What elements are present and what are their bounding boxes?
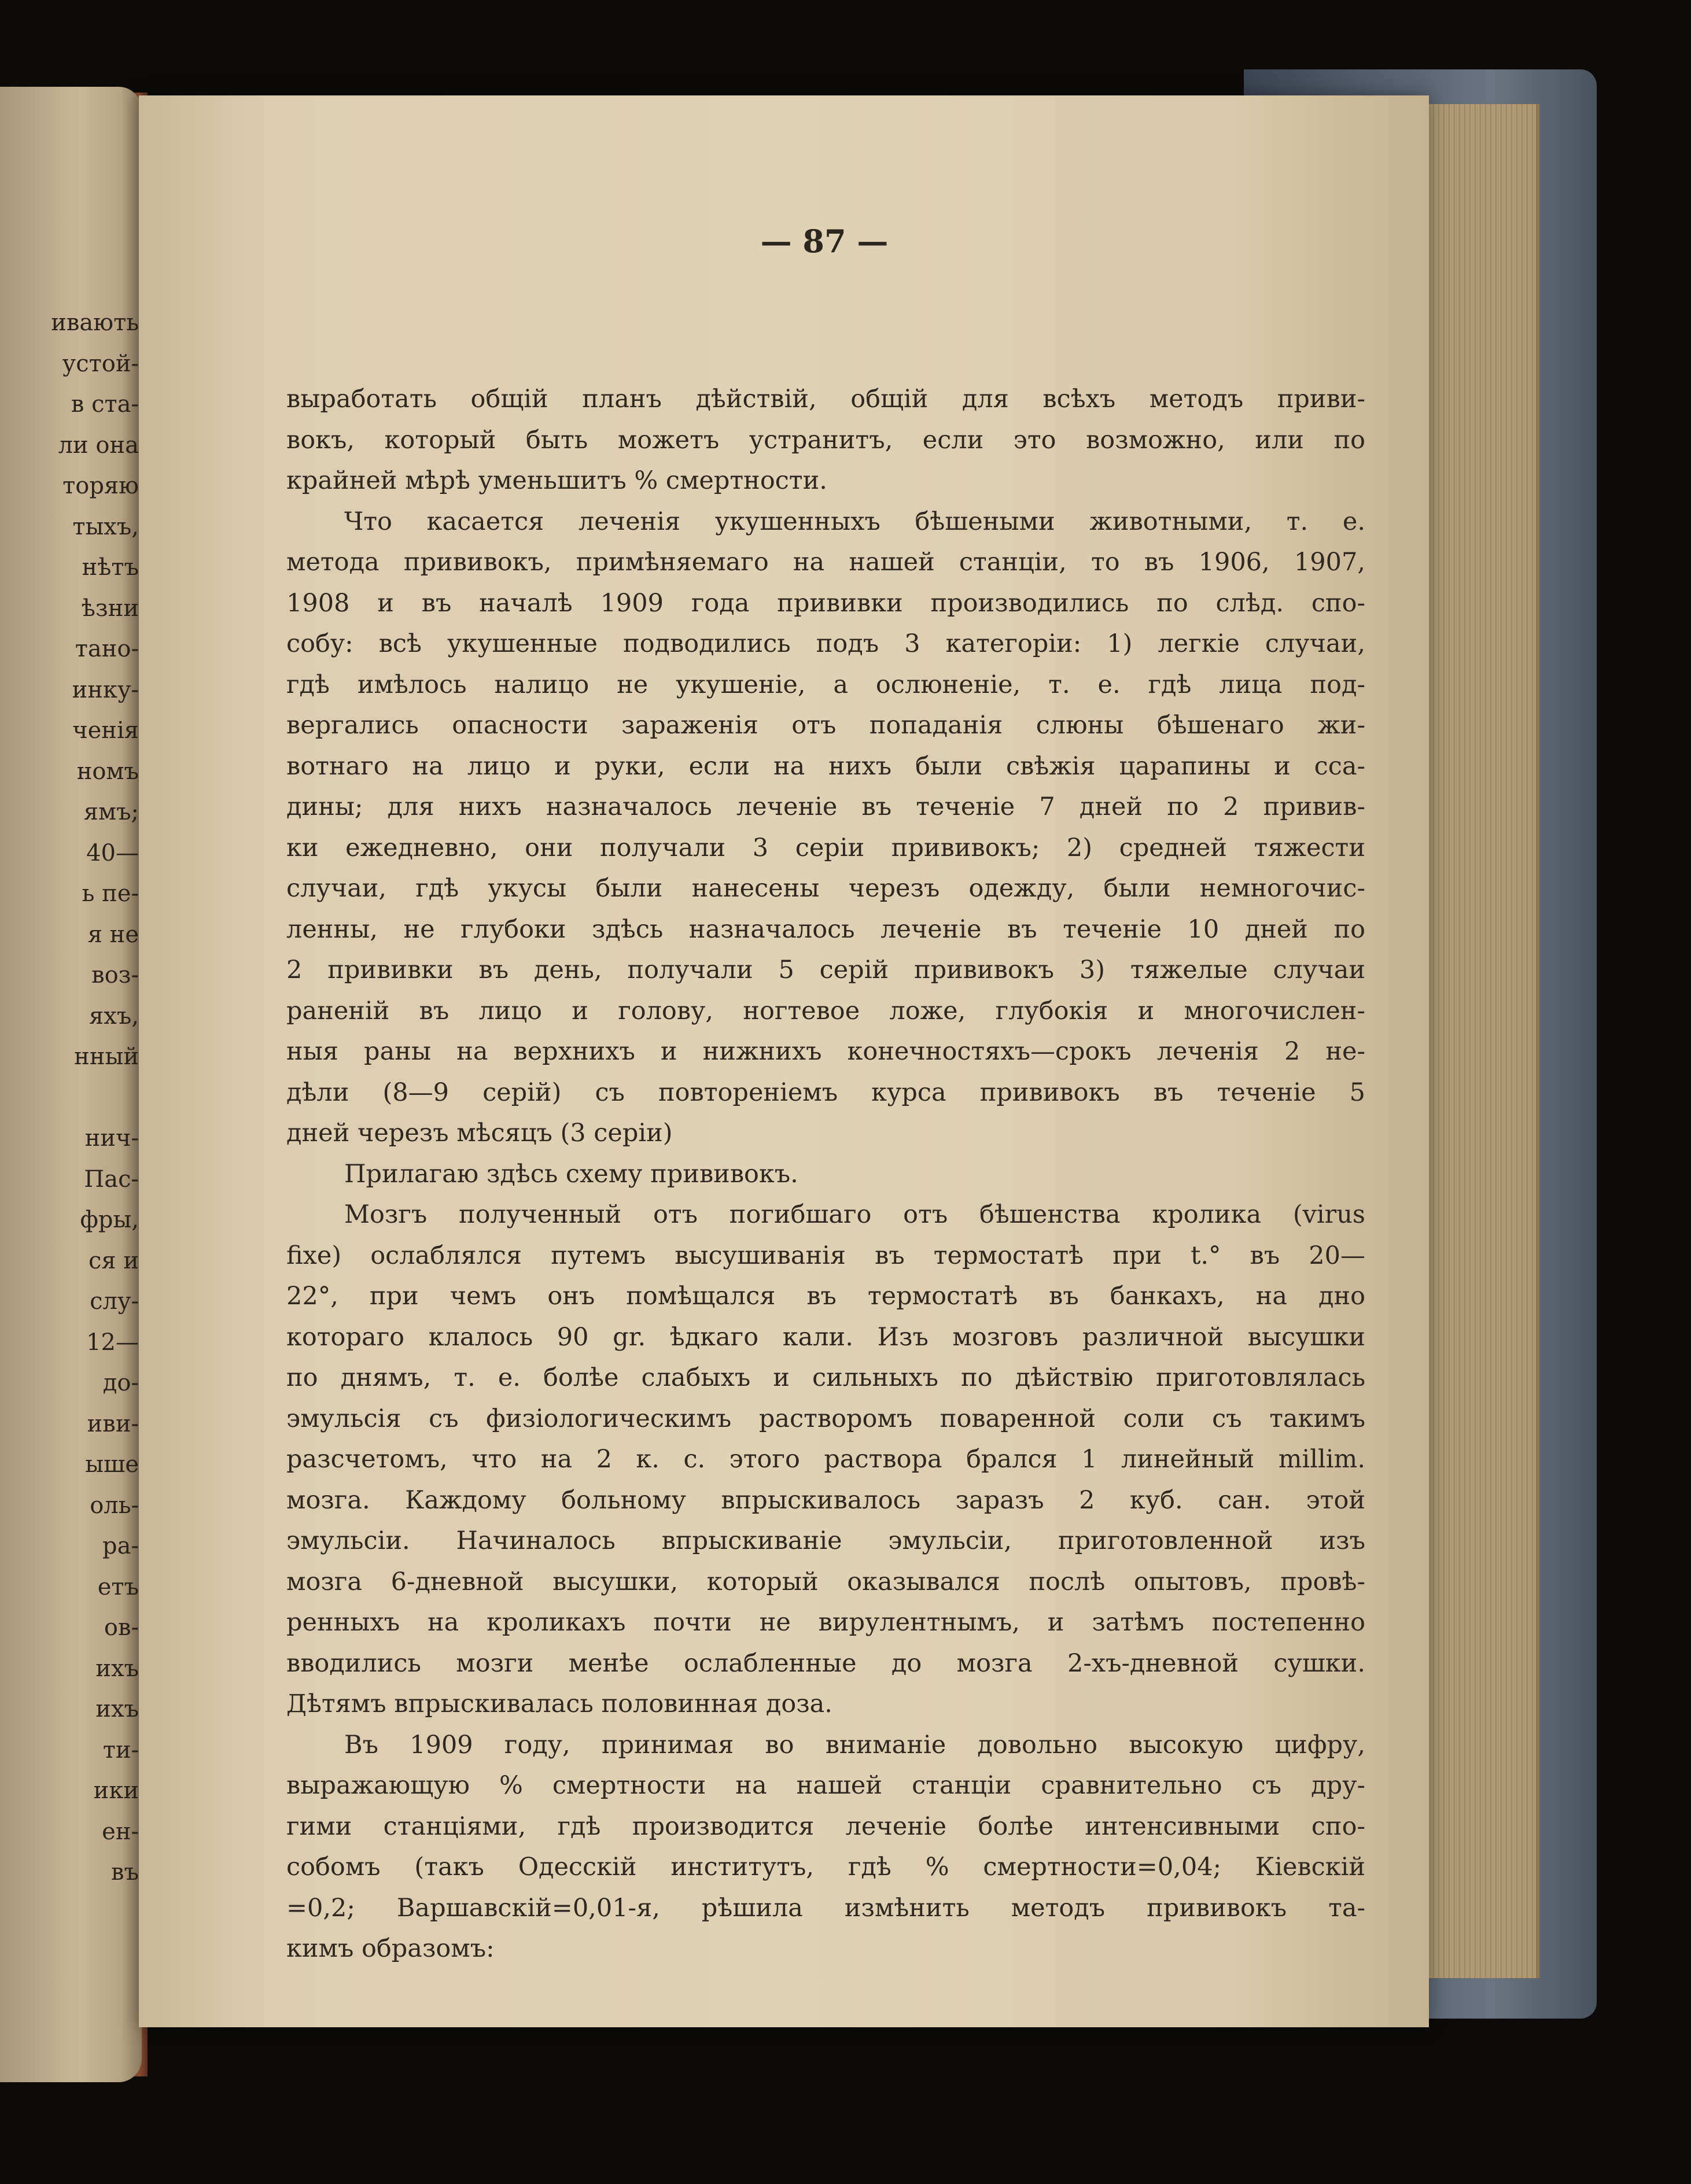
text-line: вокъ, который быть можетъ устранитъ, если это возможно, или по	[286, 425, 1365, 455]
left-page-line: 40—	[86, 839, 139, 866]
left-page-line: торяю	[62, 473, 139, 499]
text-line: ленны, не глубоки здѣсь назначалось леченіе въ теченіе 10 дней по	[286, 914, 1365, 944]
text-line: котораго клалось 90 gr. ѣдкаго кали. Изъ мозговъ различной высушки	[286, 1322, 1365, 1352]
text-line: ныя раны на верхнихъ и нижнихъ конечностяхъ—срокъ леченія 2 не-	[286, 1037, 1365, 1066]
text-line: 1908 и въ началѣ 1909 года прививки производились по слѣд. спо-	[286, 588, 1365, 618]
left-page-line: инку-	[72, 676, 139, 703]
text-line: раненій въ лицо и голову, ногтевое ложе, глубокія и многочислен-	[286, 996, 1365, 1025]
text-line: мозга. Каждому больному впрыскивалось заразъ 2 куб. сан. этой	[286, 1485, 1365, 1515]
text-line: выражающую % смертности на нашей станціи сравнительно съ дру-	[286, 1771, 1365, 1800]
paragraph	[286, 501, 1365, 1154]
text-line: по днямъ, т. е. болѣе слабыхъ и сильныхъ по дѣйствію приготовлялась	[286, 1363, 1365, 1392]
left-page-line: Пас-	[84, 1165, 139, 1193]
text-line: дней черезъ мѣсяцъ (3 серіи)	[286, 1119, 673, 1148]
left-page-line: 12—	[86, 1329, 139, 1356]
text-line: Дѣтямъ впрыскивалась половинная доза.	[286, 1689, 832, 1718]
left-page-line: до-	[102, 1370, 139, 1396]
right-page	[139, 95, 1429, 2027]
left-page-line: тано-	[75, 636, 139, 662]
left-page-line: ивають	[51, 309, 139, 336]
paragraph	[286, 379, 1365, 501]
paragraph	[286, 1725, 1365, 1969]
text-line: эмульсіи. Начиналось впрыскиваніе эмульсіи, приготовленной изъ	[286, 1526, 1365, 1555]
page-edges	[1414, 104, 1539, 1978]
text-line: крайней мѣрѣ уменьшитъ % смертности.	[286, 466, 827, 495]
left-page-line: ыше	[85, 1451, 139, 1478]
text-line: Мозгъ полученный отъ погибшаго отъ бѣшенства кролика (virus	[344, 1200, 1365, 1229]
text-line: мозга 6-дневной высушки, который оказывался послѣ опытовъ, провѣ-	[286, 1567, 1365, 1596]
text-line: гими станціями, гдѣ производится леченіе болѣе интенсивными спо-	[286, 1812, 1365, 1841]
text-line: ренныхъ на кроликахъ почти не вирулентнымъ, и затѣмъ постепенно	[286, 1608, 1365, 1637]
left-page-line: оль-	[90, 1492, 139, 1519]
left-page-line: нный	[74, 1043, 139, 1070]
left-page-line: ики	[93, 1777, 139, 1804]
left-page-line: ов-	[104, 1614, 139, 1641]
text-line: ки ежедневно, они получали 3 серіи прививокъ; 2) средней тяжести	[286, 833, 1365, 862]
text-line: =0,2; Варшавскій=0,01-я, рѣшила измѣнить методъ прививокъ та-	[286, 1893, 1365, 1923]
text-line: Прилагаю здѣсь схему прививокъ.	[344, 1159, 798, 1189]
left-page-line: ен-	[102, 1818, 139, 1845]
text-line: выработать общій планъ дѣйствій, общій для всѣхъ методъ приви-	[286, 385, 1365, 414]
left-page-line: тыхъ,	[72, 513, 139, 540]
left-page-line: номъ	[76, 758, 139, 785]
left-page-line: ихъ	[95, 1696, 139, 1722]
text-line: вотнаго на лицо и руки, если на нихъ были свѣжія царапины и сса-	[286, 751, 1365, 781]
text-line: разсчетомъ, что на 2 к. с. этого раствора брался 1 линейный millim.	[286, 1445, 1365, 1474]
left-page-line: ихъ	[95, 1655, 139, 1682]
text-line: дѣли (8—9 серій) съ повтореніемъ курса прививокъ въ теченіе 5	[286, 1078, 1365, 1107]
text-line: кимъ образомъ:	[286, 1934, 495, 1963]
left-page-line: слу-	[90, 1288, 139, 1315]
left-page-line: ченія	[72, 717, 139, 744]
text-line: случаи, гдѣ укусы были нанесены черезъ одежду, были немногочис-	[286, 874, 1365, 903]
text-line: дины; для нихъ назначалось леченіе въ теченіе 7 дней по 2 привив-	[286, 792, 1365, 821]
text-line: вводились мозги менѣе ослабленные до мозга 2-хъ-дневной сушки.	[286, 1648, 1365, 1678]
text-line: гдѣ имѣлось налицо не укушеніе, а ослюненіе, т. е. гдѣ лица под-	[286, 670, 1365, 699]
page-body-text	[286, 379, 1365, 1969]
text-line: собомъ (такъ Одесскій институтъ, гдѣ % смертности=0,04; Кіевскій	[286, 1853, 1365, 1882]
text-line: Что касается леченія укушенныхъ бѣшеными животными, т. е.	[344, 507, 1365, 536]
left-page-line: я не	[87, 921, 139, 948]
left-page-line: фры,	[80, 1207, 139, 1233]
text-line: эмульсія съ физіологическимъ растворомъ поваренной соли съ такимъ	[286, 1404, 1365, 1433]
text-line: 2 прививки въ день, получали 5 серій прививокъ 3) тяжелые случаи	[286, 956, 1365, 984]
left-page-line: ра-	[102, 1533, 139, 1559]
text-line: Въ 1909 году, принимая во вниманіе довольно высокую цифру,	[344, 1730, 1365, 1759]
text-line: метода прививокъ, примѣняемаго на нашей станціи, то въ 1906, 1907,	[286, 548, 1365, 577]
left-page-line: ѣзни	[81, 595, 139, 622]
left-page-line: етъ	[97, 1573, 139, 1600]
left-page	[0, 87, 142, 2082]
left-page-line: ямъ;	[83, 799, 139, 825]
paragraph	[286, 1194, 1365, 1725]
text-line: 22°, при чемъ онъ помѣщался въ термостатѣ въ банкахъ, на дно	[286, 1282, 1365, 1311]
left-page-line: иви-	[87, 1410, 139, 1437]
left-page-line: въ	[111, 1859, 139, 1886]
left-page-line: в ста-	[71, 391, 139, 418]
left-page-line: воз-	[91, 962, 139, 988]
text-line: собу: всѣ укушенные подводились подъ 3 категоріи: 1) легкіе случаи,	[286, 629, 1365, 658]
left-page-line: яхъ,	[89, 1002, 139, 1030]
left-page-line: ти-	[102, 1736, 139, 1764]
text-line: вергались опасности зараженія отъ попаданія слюны бѣшенаго жи-	[286, 711, 1365, 740]
page-number: — 87 —	[760, 223, 889, 260]
left-page-line: устой-	[62, 350, 139, 377]
paragraph	[286, 1154, 1365, 1195]
left-page-line: ся и	[88, 1247, 139, 1274]
left-page-line: нѣтъ	[82, 554, 139, 581]
left-page-line: ли она	[58, 431, 139, 459]
left-page-line: нич-	[84, 1125, 139, 1152]
text-line: fixe) ослаблялся путемъ высушиванія въ термостатѣ при t.° въ 20—	[286, 1241, 1365, 1270]
left-page-line: ь пе-	[82, 880, 139, 907]
